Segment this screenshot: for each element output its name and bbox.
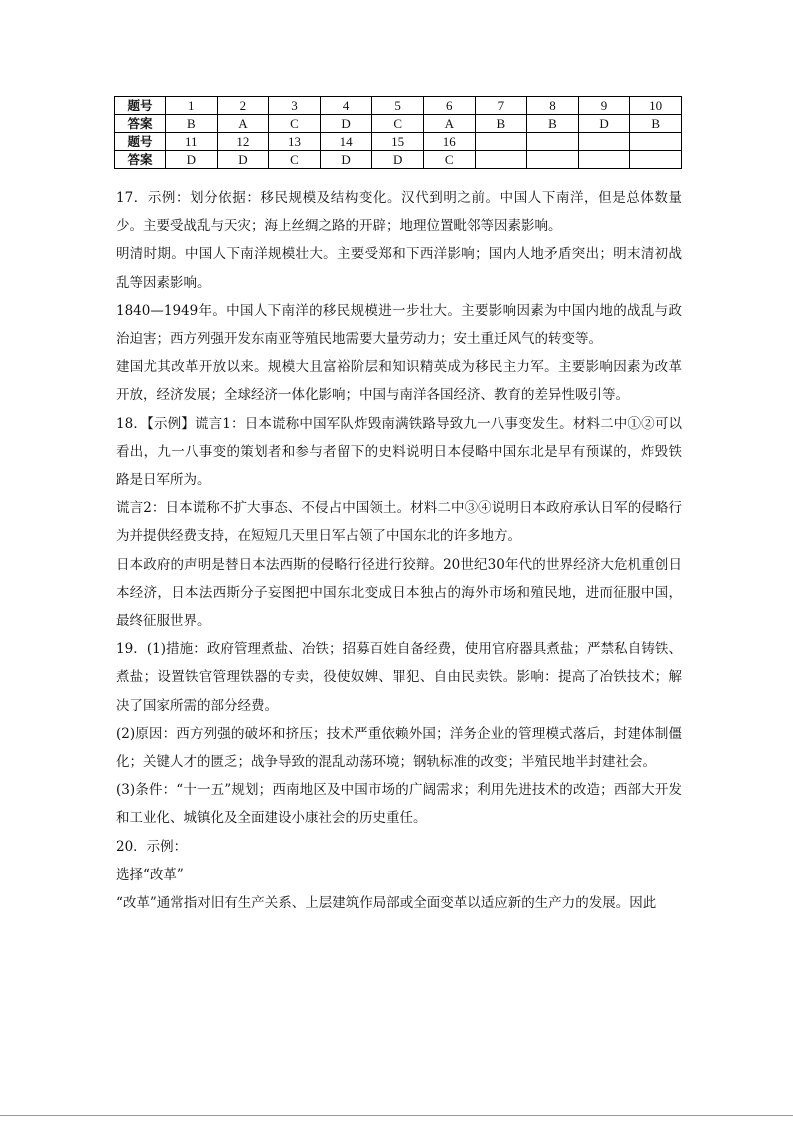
table-cell: B: [527, 115, 579, 133]
table-row: [115, 115, 682, 133]
page-bottom-divider: [0, 1115, 793, 1116]
answer-paragraph: 18．【示例】谎言1：日本谎称中国军队炸毁南满铁路导致九一八事变发生。材料二中①②可以看出，九一八事变的策划者和参与者留下的史料说明日本侵略中国东北是早有预谋的，炸毁铁路是日军所为。: [116, 415, 682, 489]
answer-paragraph: 选择“改革”: [116, 866, 184, 883]
table-cell: 15: [372, 133, 424, 151]
table-cell: [630, 151, 682, 169]
table-cell: 2: [217, 97, 269, 115]
table-cell: A: [423, 115, 475, 133]
table-cell: D: [217, 151, 269, 169]
answer-paragraph: 日本政府的声明是替日本法西斯的侵略行径进行狡辩。20世纪30年代的世界经济大危机重创日本经济，日本法西斯分子妄图把中国东北变成日本独占的海外市场和殖民地，进而征服中国，最终征服世界。: [116, 556, 682, 630]
answer-paragraph: 20．示例：: [116, 838, 188, 855]
table-cell: D: [320, 151, 372, 169]
answer-text: [116, 184, 682, 917]
row-label: 题号: [115, 133, 166, 151]
table-cell: [578, 133, 630, 151]
table-row: [115, 151, 682, 169]
table-cell: 14: [320, 133, 372, 151]
table-cell: 8: [527, 97, 579, 115]
table-cell: B: [166, 115, 218, 133]
answer-paragraph: 19．(1)措施：政府管理煮盐、冶铁；招募百姓自备经费，使用官府器具煮盐；严禁私自铸铁、煮盐；设置铁官管理铁器的专卖，役使奴婢、罪犯、自由民卖铁。影响：提高了冶铁技术；解决了国家所需的部分经费。: [116, 641, 682, 714]
table-cell: 4: [320, 97, 372, 115]
answer-paragraph: 17．示例：划分依据：移民规模及结构变化。汉代到明之前。中国人下南洋，但是总体数量少。主要受战乱与天灾；海上丝绸之路的开辟；地理位置毗邻等因素影响。: [116, 190, 682, 235]
table-cell: C: [269, 151, 321, 169]
row-label: 题号: [115, 97, 166, 115]
answer-paragraph: “改革”通常指对旧有生产关系、上层建筑作局部或全面变革以适应新的生产力的发展。因此: [116, 895, 657, 912]
answer-paragraph: 建国尤其改革开放以来。规模大且富裕阶层和知识精英成为移民主力军。主要影响因素为改革开放，经济发展；全球经济一体化影响；中国与南洋各国经济、教育的差异性吸引等。: [116, 359, 682, 404]
table-cell: B: [475, 115, 527, 133]
table-cell: 9: [578, 97, 630, 115]
table-cell: [527, 151, 579, 169]
table-cell: 5: [372, 97, 424, 115]
table-cell: D: [320, 115, 372, 133]
table-cell: 12: [217, 133, 269, 151]
table-cell: 1: [166, 97, 218, 115]
row-label: 答案: [115, 115, 166, 133]
table-cell: D: [578, 115, 630, 133]
table-cell: 13: [269, 133, 321, 151]
table-row: [115, 133, 682, 151]
table-cell: A: [217, 115, 269, 133]
table-cell: 11: [166, 133, 218, 151]
table-cell: B: [630, 115, 682, 133]
table-cell: [527, 133, 579, 151]
table-cell: [475, 133, 527, 151]
answer-paragraph: 1840—1949年。中国人下南洋的移民规模进一步壮大。主要影响因素为中国内地的战乱与政治迫害；西方列强开发东南亚等殖民地需要大量劳动力；安土重迁风气的转变等。: [116, 302, 682, 348]
table-row: [115, 97, 682, 115]
table-cell: D: [166, 151, 218, 169]
answer-paragraph: (2)原因：西方列强的破坏和挤压；技术严重依赖外国；洋务企业的管理模式落后，封建体制僵化；关键人才的匮乏；战争导致的混乱动荡环境；钢轨标准的改变；半殖民地半封建社会。: [116, 725, 682, 771]
table-cell: 7: [475, 97, 527, 115]
table-cell: C: [372, 115, 424, 133]
table-cell: 3: [269, 97, 321, 115]
answer-paragraph: 明清时期。中国人下南洋规模壮大。主要受郑和下西洋影响；国内人地矛盾突出；明末清初战乱等因素影响。: [116, 246, 682, 291]
answer-paragraph: 谎言2：日本谎称不扩大事态、不侵占中国领土。材料二中③④说明日本政府承认日军的侵略行为并提供经费支持，在短短几天里日军占领了中国东北的许多地方。: [116, 500, 682, 545]
row-label: 答案: [115, 151, 166, 169]
table-cell: D: [372, 151, 424, 169]
table-cell: 10: [630, 97, 682, 115]
table-cell: C: [423, 151, 475, 169]
table-cell: C: [269, 115, 321, 133]
table-cell: [475, 151, 527, 169]
table-cell: 6: [423, 97, 475, 115]
answer-paragraph: (3)条件：“十一五”规划；西南地区及中国市场的广阔需求；利用先进技术的改造；西部大开发和工业化、城镇化及全面建设小康社会的历史重任。: [116, 782, 682, 827]
table-cell: 16: [423, 133, 475, 151]
answer-key-table: [114, 96, 682, 169]
table-cell: [578, 151, 630, 169]
table-cell: [630, 133, 682, 151]
